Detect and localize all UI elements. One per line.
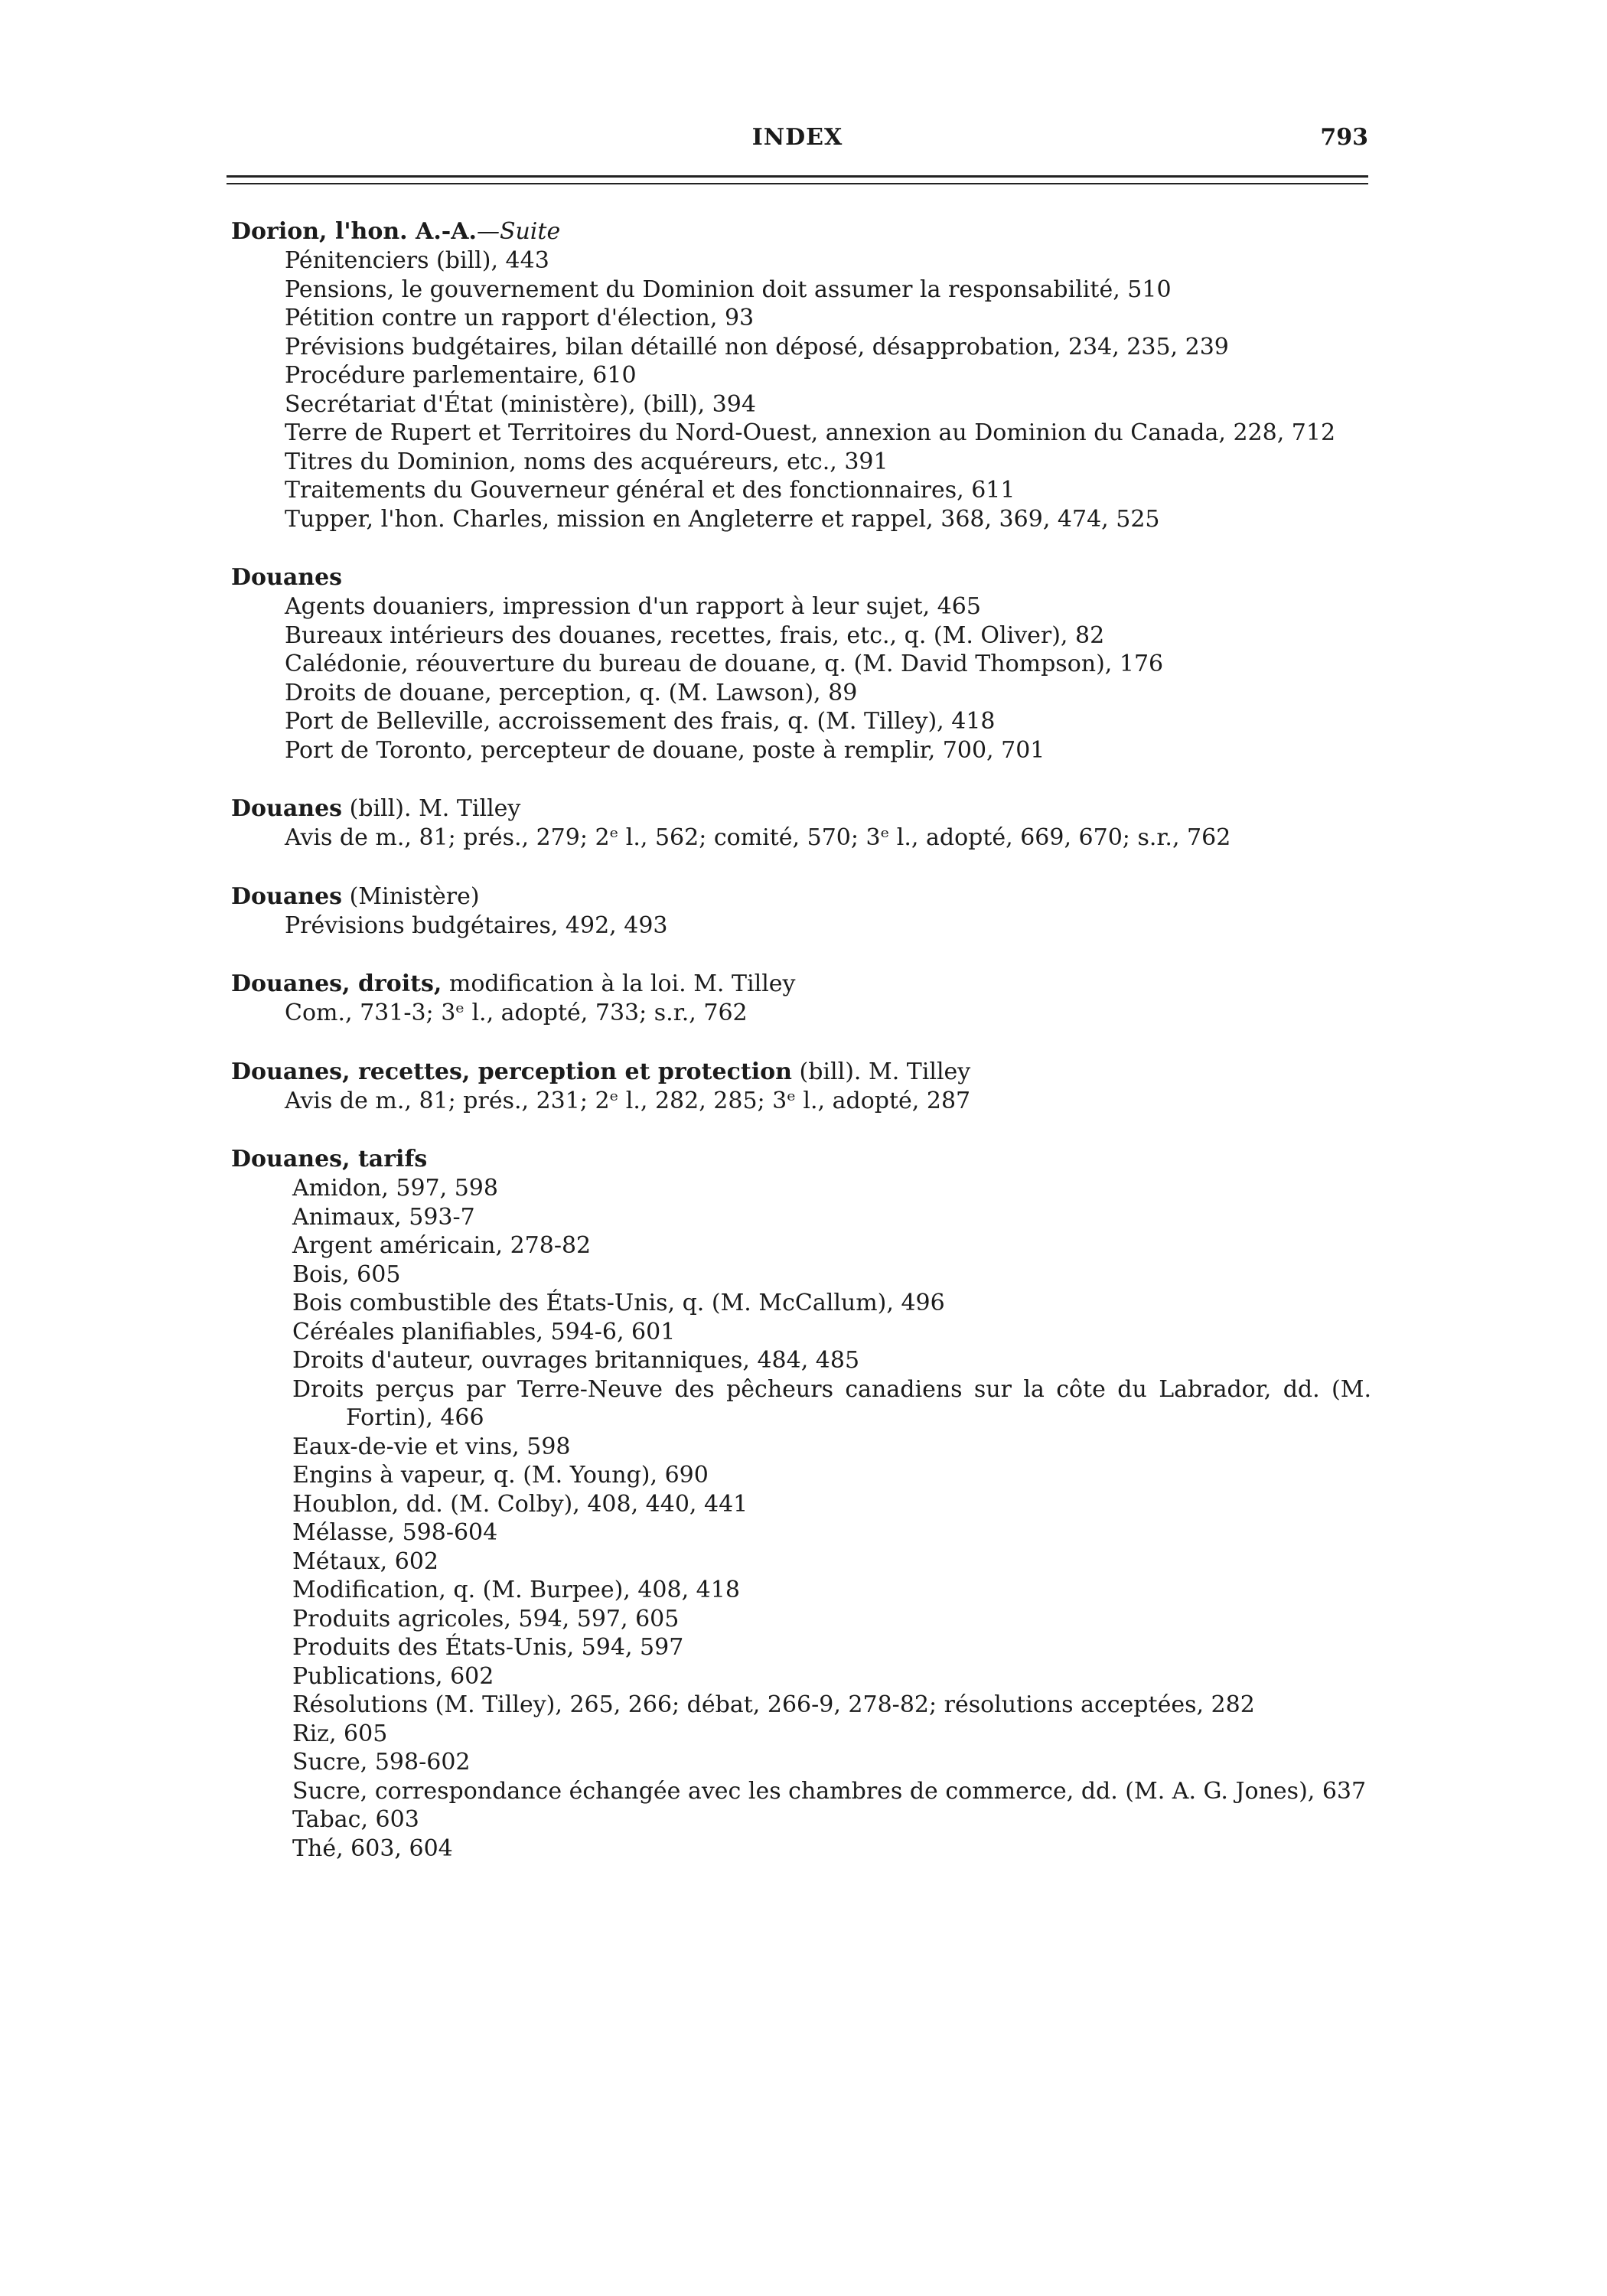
subentry: Avis de m., 81; prés., 231; 2ᵉ l., 282, 285; 3ᵉ l., adopté, 287 [285,1087,971,1114]
subentry: Thé, 603, 604 [292,1835,453,1862]
index-content [231,217,1371,1893]
heading-normal: (Ministère) [342,882,480,910]
index-entry [231,794,1371,853]
subentry: Métaux, 602 [292,1548,438,1575]
subentry: Com., 731-3; 3ᵉ l., adopté, 733; s.r., 762 [285,1000,748,1026]
subentry: Argent américain, 278-82 [292,1232,592,1259]
subentry: Céréales planifiables, 594-6, 601 [292,1318,676,1345]
subentry: Titres du Dominion, noms des acquéreurs, etc., 391 [285,448,888,475]
subentry: Tabac, 603 [292,1806,419,1833]
subentry: Agents douaniers, impression d'un rapport à leur sujet, 465 [285,593,981,620]
index-entry [231,970,1371,1028]
subentry: Animaux, 593-7 [292,1203,475,1231]
subentry: Prévisions budgétaires, bilan détaillé non déposé, désapprobation, 234, 235, 239 [285,333,1229,360]
heading-bold: Douanes, droits, [231,970,442,997]
subentry: Tupper, l'hon. Charles, mission en Angleterre et rappel, 368, 369, 474, 525 [285,505,1160,533]
entry-heading [231,1058,1371,1087]
index-entry [231,217,1371,533]
subentry: Mélasse, 598-604 [292,1519,498,1546]
heading-normal: modification à la loi. M. Tilley [442,970,796,997]
subentry: Modification, q. (M. Burpee), 408, 418 [292,1577,740,1603]
index-entry [231,882,1371,941]
heading-bold: Douanes, tarifs [231,1146,428,1172]
index-entry [231,563,1371,765]
entry-heading [231,563,1371,592]
subentry: Résolutions (M. Tilley), 265, 266; débat, 266-9, 278-82; résolutions acceptées, 282 [292,1691,1255,1718]
header-rule-bottom [227,183,1368,184]
entry-heading [231,217,1371,246]
subentry: Sucre, 598-602 [292,1749,471,1776]
subentry: Pétition contre un rapport d'élection, 93 [285,305,755,331]
index-entry [231,1058,1371,1116]
subentry: Calédonie, réouverture du bureau de douane, q. (M. David Thompson), 176 [285,651,1164,677]
heading-normal: (bill). M. Tilley [342,795,521,822]
heading-bold: Dorion, l'hon. A.-A. [231,218,477,245]
subentry: Riz, 605 [292,1720,388,1747]
subentry: Sucre, correspondance échangée avec les chambres de commerce, dd. (M. A. G. Jones), 637 [292,1777,1367,1805]
subentry: Procédure parlementaire, 610 [285,362,637,389]
subentry: Pensions, le gouvernement du Dominion doit assumer la responsabilité, 510 [285,276,1172,303]
heading-normal: (bill). M. Tilley [791,1058,971,1085]
subentry: Amidon, 597, 598 [292,1175,498,1202]
entry-heading [231,1145,1371,1174]
subentry: Port de Toronto, percepteur de douane, poste à remplir, 700, 701 [285,736,1045,764]
entry-heading [231,794,1371,823]
subentry: Secrétariat d'État (ministère), (bill), 394 [285,390,756,418]
page-header [227,121,1368,167]
heading-bold: Douanes [231,564,343,591]
subentry: Terre de Rupert et Territoires du Nord-Ouest, annexion au Dominion du Canada, 228, 712 [285,419,1336,446]
index-entry [231,1145,1371,1863]
subentry: Droits perçus par Terre-Neuve des pêcheurs canadiens sur la côte du Labrador, dd. (M. Fortin), 466 [292,1375,1371,1431]
subentry: Engins à vapeur, q. (M. Young), 690 [292,1462,709,1489]
header-rule-top [227,175,1368,178]
entry-heading [231,882,1371,912]
entry-heading [231,970,1371,999]
subentry: Avis de m., 81; prés., 279; 2ᵉ l., 562; comité, 570; 3ᵉ l., adopté, 669, 670; s.r., 762 [285,824,1231,851]
subentry: Houblon, dd. (M. Colby), 408, 440, 441 [292,1490,748,1518]
heading-bold: Douanes, recettes, perception et protection [231,1058,792,1085]
subentry: Traitements du Gouverneur général et des fonctionnaires, 611 [285,477,1015,504]
subentry: Droits d'auteur, ouvrages britanniques, 484, 485 [292,1347,860,1374]
subentry: Bureaux intérieurs des douanes, recettes, frais, etc., q. (M. Oliver), 82 [285,621,1105,649]
running-title: INDEX [751,124,843,151]
subentry: Pénitenciers (bill), 443 [285,247,549,274]
page-number: 793 [1320,124,1368,151]
subentry: Produits agricoles, 594, 597, 605 [292,1605,680,1632]
subentry: Bois, 605 [292,1261,401,1288]
heading-italic: —Suite [476,218,561,245]
subentry: Publications, 602 [292,1662,494,1690]
heading-bold: Douanes [231,795,343,822]
heading-bold: Douanes [231,882,343,910]
subentry: Eaux-de-vie et vins, 598 [292,1433,571,1460]
subentry: Bois combustible des États-Unis, q. (M. McCallum), 496 [292,1290,945,1316]
subentry: Produits des États-Unis, 594, 597 [292,1634,684,1661]
subentry: Droits de douane, perception, q. (M. Lawson), 89 [285,679,858,706]
subentry: Port de Belleville, accroissement des frais, q. (M. Tilley), 418 [285,708,996,735]
subentry: Prévisions budgétaires, 492, 493 [285,912,668,939]
